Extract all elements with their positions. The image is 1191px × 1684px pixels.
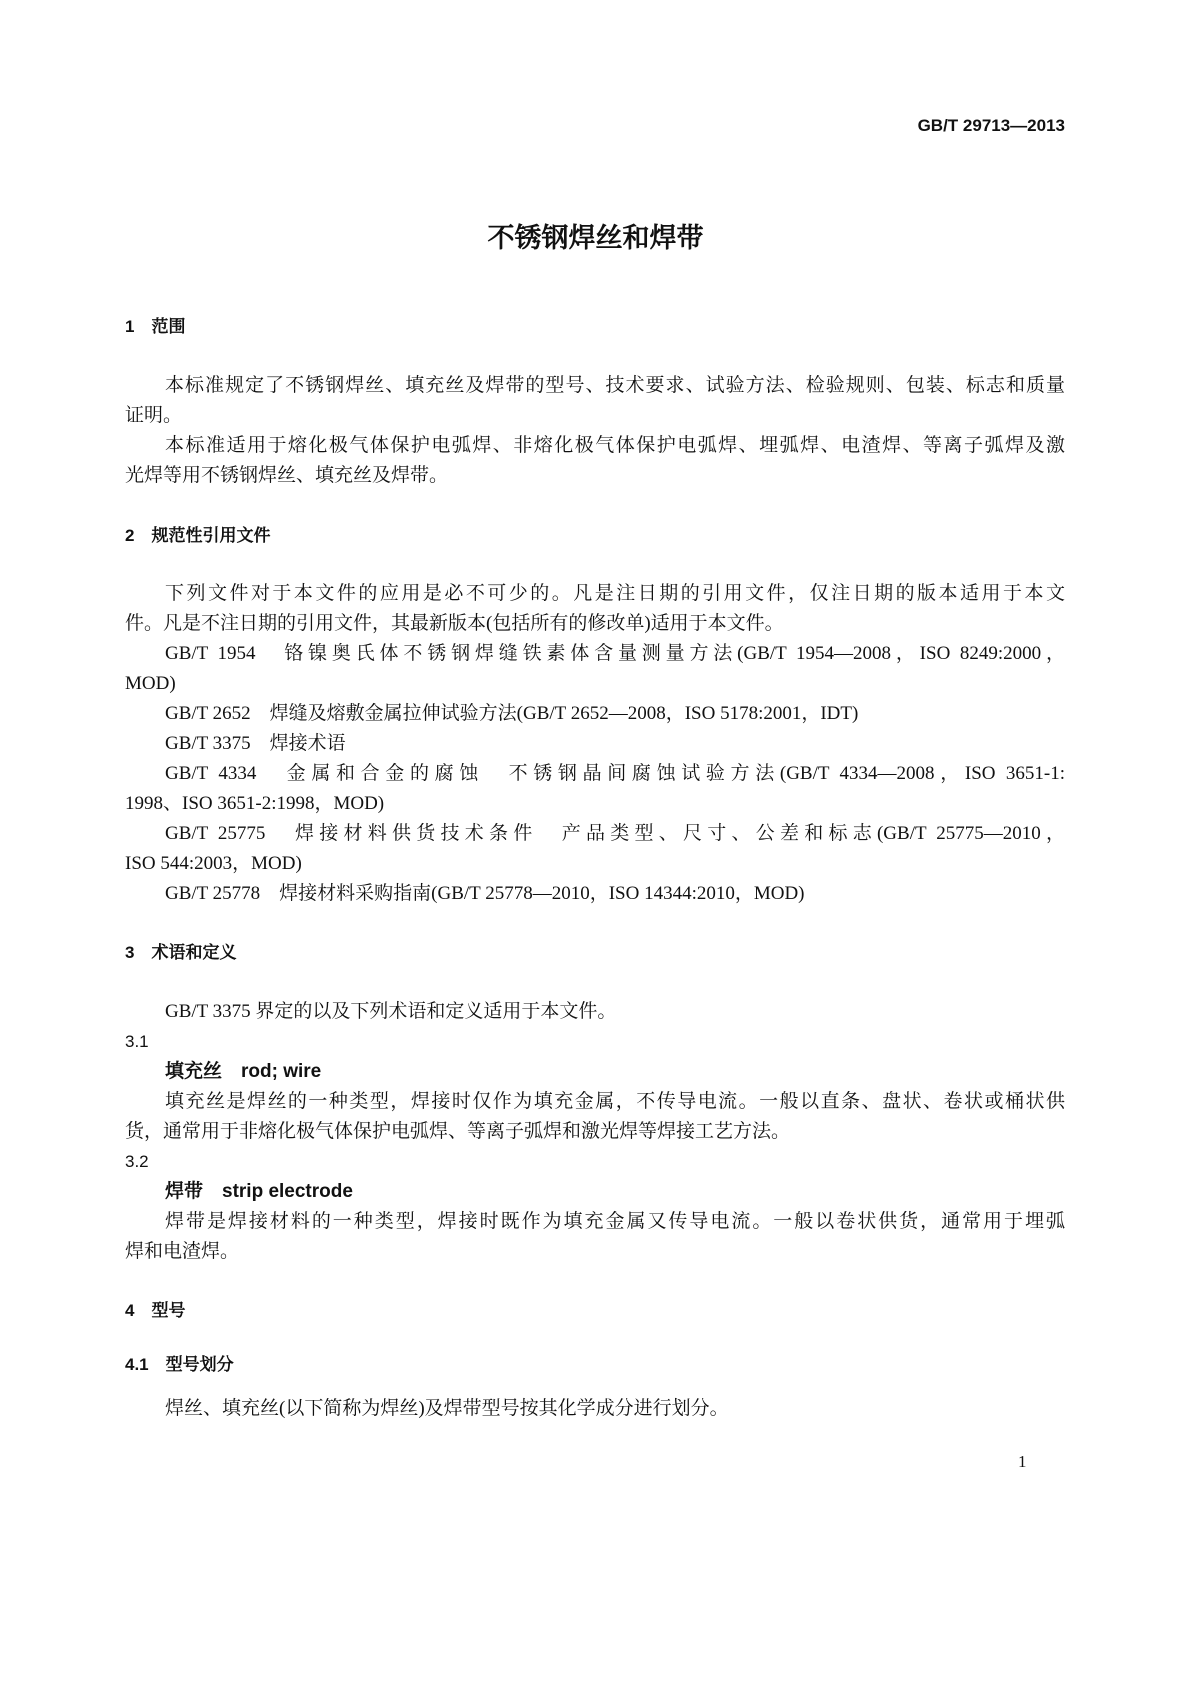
term-title: 填充丝 rod; wire xyxy=(165,1061,322,1082)
section-heading: 2 规范性引用文件 xyxy=(125,526,271,545)
term-title: 焊带 strip electrode xyxy=(165,1181,353,1202)
paragraph-line: 本标准规定了不锈钢焊丝、填充丝及焊带的型号、技术要求、试验方法、检验规则、包装、标志和质量 xyxy=(165,375,1065,396)
paragraph-line: 焊丝、填充丝(以下简称为焊丝)及焊带型号按其化学成分进行划分。 xyxy=(165,1398,729,1419)
paragraph-line: 焊和电渣焊。 xyxy=(125,1241,240,1262)
paragraph-line: 光焊等用不锈钢焊丝、填充丝及焊带。 xyxy=(125,465,449,486)
paragraph-line: 货，通常用于非熔化极气体保护电弧焊、等离子弧焊和激光焊等焊接工艺方法。 xyxy=(125,1121,791,1142)
paragraph-line: 件。凡是不注日期的引用文件，其最新版本(包括所有的修改单)适用于本文件。 xyxy=(125,613,784,634)
reference-line: GB/T 1954 铬镍奥氏体不锈钢焊缝铁素体含量测量方法(GB/T 1954—2008，ISO 8249:2000， xyxy=(165,643,1065,664)
document-title: 不锈钢焊丝和焊带 xyxy=(487,223,704,253)
reference-line: GB/T 3375 焊接术语 xyxy=(165,733,346,754)
section-heading: 3 术语和定义 xyxy=(125,943,237,962)
term-number: 3.2 xyxy=(125,1152,149,1171)
reference-line: GB/T 25775 焊接材料供货技术条件 产品类型、尺寸、公差和标志(GB/T 25775—2010， xyxy=(165,823,1065,844)
reference-line: 1998、ISO 3651-2:1998，MOD) xyxy=(125,793,385,814)
reference-line: ISO 544:2003，MOD) xyxy=(125,853,302,874)
paragraph-line: GB/T 3375 界定的以及下列术语和定义适用于本文件。 xyxy=(165,1001,617,1022)
subsection-heading: 4.1 型号划分 xyxy=(125,1355,234,1374)
reference-line: GB/T 25778 焊接材料采购指南(GB/T 25778—2010，ISO 14344:2010，MOD) xyxy=(165,883,805,904)
section-heading: 1 范围 xyxy=(125,317,186,336)
term-number: 3.1 xyxy=(125,1032,149,1051)
paragraph-line: 本标准适用于熔化极气体保护电弧焊、非熔化极气体保护电弧焊、埋弧焊、电渣焊、等离子弧焊及激 xyxy=(165,435,1065,456)
standard-number-header: GB/T 29713—2013 xyxy=(917,116,1065,135)
paragraph-line: 填充丝是焊丝的一种类型，焊接时仅作为填充金属，不传导电流。一般以直条、盘状、卷状或桶状供 xyxy=(165,1091,1065,1112)
section-heading: 4 型号 xyxy=(125,1301,186,1320)
reference-line: GB/T 4334 金属和合金的腐蚀 不锈钢晶间腐蚀试验方法(GB/T 4334—2008，ISO 3651-1: xyxy=(165,763,1065,784)
page-number: 1 xyxy=(1018,1452,1027,1471)
paragraph-line: 焊带是焊接材料的一种类型，焊接时既作为填充金属又传导电流。一般以卷状供货，通常用于埋弧 xyxy=(165,1211,1065,1232)
reference-line: MOD) xyxy=(125,673,176,694)
paragraph-line: 下列文件对于本文件的应用是必不可少的。凡是注日期的引用文件，仅注日期的版本适用于本文 xyxy=(165,583,1065,604)
paragraph-line: 证明。 xyxy=(125,405,183,426)
reference-line: GB/T 2652 焊缝及熔敷金属拉伸试验方法(GB/T 2652—2008，ISO 5178:2001，IDT) xyxy=(165,703,859,724)
